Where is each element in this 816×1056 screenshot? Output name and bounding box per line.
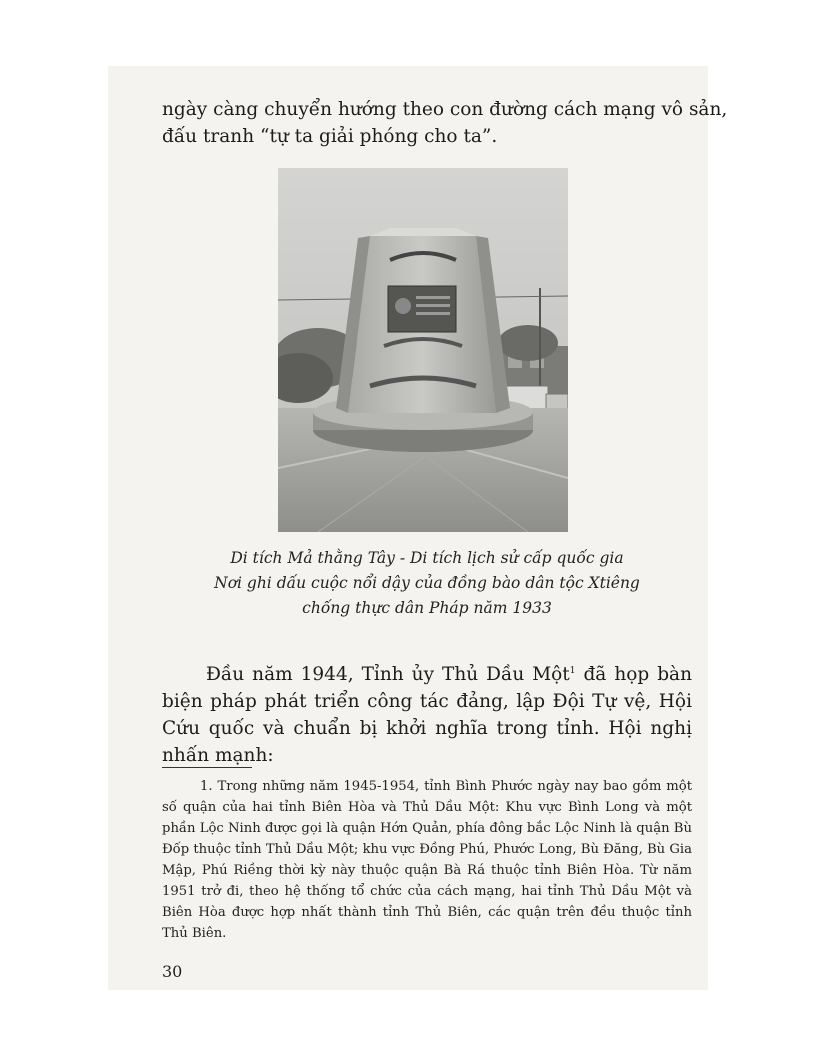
footnote-line: một số quận của hai tỉnh Biên Hòa và Thủ Dầu Một: Khu vực Bình Long: [162, 779, 692, 815]
footnote-divider: [162, 767, 252, 768]
text-line: Đầu năm 1944, Tỉnh ủy Thủ Dầu Một: [206, 664, 570, 686]
text-line: và chuẩn bị khởi nghĩa trong tỉnh. Hội nghị nhấn mạnh:: [162, 718, 692, 767]
footnote-line: tỉnh Biên Hòa. Từ năm 1951 trở đi, theo hệ thống tổ chức của cách mạng,: [162, 863, 692, 899]
text-line: ngày càng chuyển hướng theo con đường cách mạng vô sản,: [162, 99, 728, 120]
footnote-line: Bù Đăng, Bù Gia Mập, Phú Riềng thời kỳ này thuộc quận Bà Rá thuộc: [162, 842, 692, 878]
footnote-line: 1. Trong những năm 1945-1954, tỉnh Bình Phước ngày nay bao gồm: [200, 779, 662, 794]
text-line: đã họp bàn biện: [162, 664, 692, 713]
footnote-mark: 1: [569, 666, 576, 676]
main-paragraph: [162, 658, 692, 769]
photo-caption: [162, 546, 692, 621]
monument-illustration: [278, 168, 568, 532]
footnote-line: hai tỉnh Thủ Dầu Một và Biên Hòa được hợp nhất thành tỉnh Thủ Biên,: [162, 884, 692, 920]
text-line: pháp phát triển công tác đảng, lập Đội Tự vệ, Hội Cứu quốc: [162, 691, 692, 740]
footnote: [162, 776, 692, 944]
caption-line: Di tích Mả thằng Tây - Di tích lịch sử cấp quốc gia: [230, 549, 624, 567]
page-number: 30: [162, 962, 183, 981]
top-paragraph: [162, 96, 728, 150]
text-line: đấu tranh “tự ta giải phóng cho ta”.: [162, 126, 498, 147]
caption-line: chống thực dân Pháp năm 1933: [302, 599, 552, 617]
footnote-line: các quận trên đều thuộc tỉnh Thủ Biên.: [162, 905, 693, 941]
monument-photo: [278, 168, 568, 532]
caption-line: Nơi ghi dấu cuộc nổi dậy của đồng bào dân tộc Xtiêng: [214, 574, 640, 592]
footnote-line: và một phần Lộc Ninh được gọi là quận Hớn Quản, phía đông bắc Lộc Ninh: [162, 800, 693, 836]
footnote-line: là quận Bù Đốp thuộc tỉnh Thủ Dầu Một; khu vực Đồng Phú, Phước Long,: [162, 821, 692, 857]
